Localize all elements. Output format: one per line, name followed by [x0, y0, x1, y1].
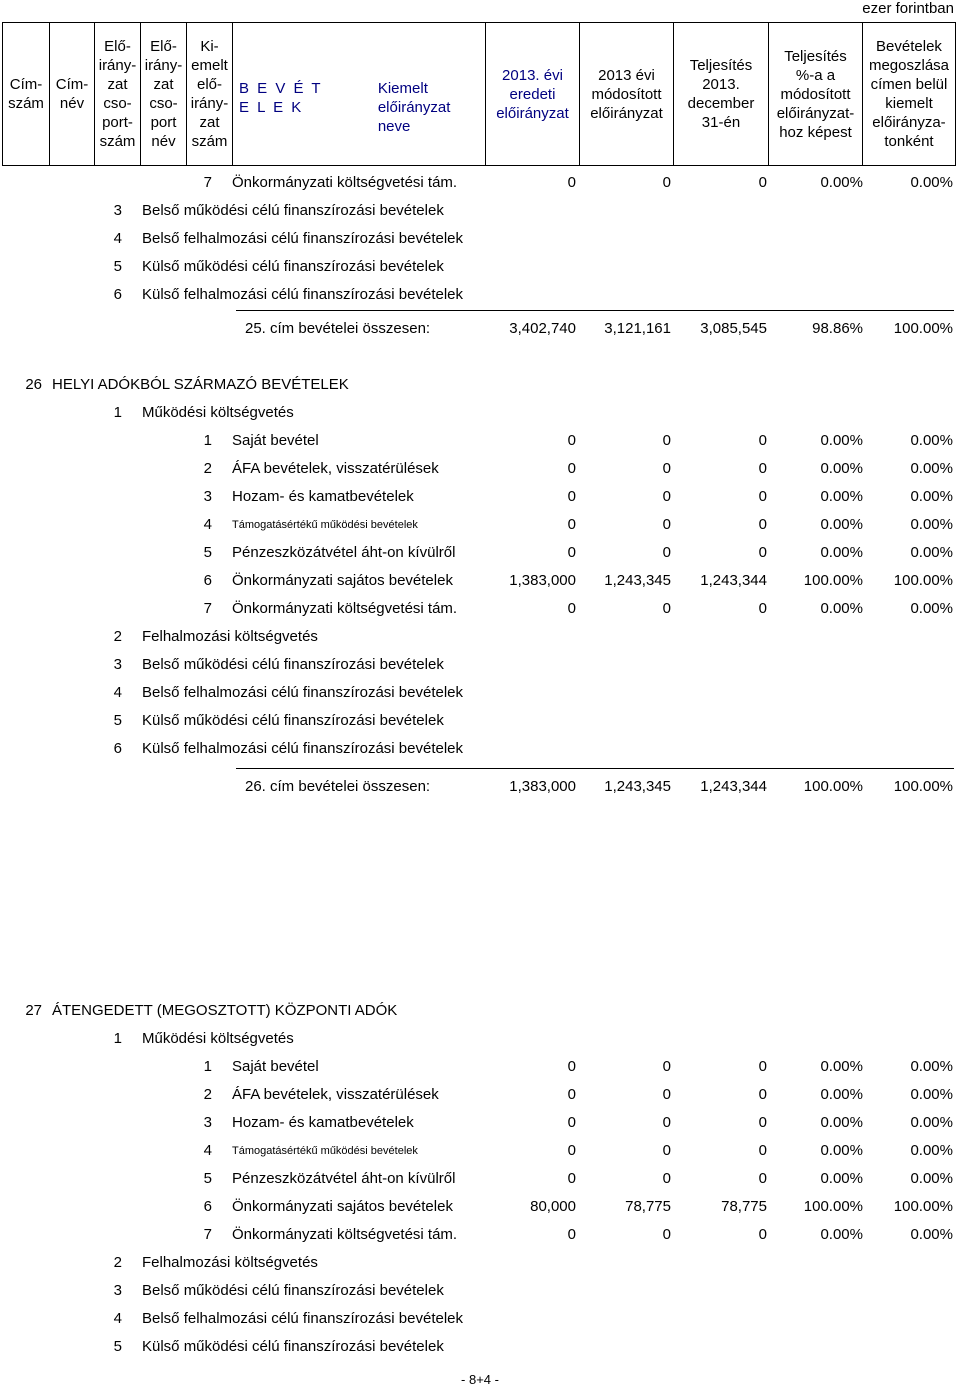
- table-row: [0, 542, 960, 564]
- row-label: Pénzeszközátvétel áht-on kívülről: [232, 544, 456, 561]
- table-row: [0, 682, 960, 704]
- value-megoszlas: 0.00%: [910, 516, 953, 533]
- row-number: 4: [113, 230, 122, 247]
- row-label: Belső működési célú finanszírozási bevételek: [142, 202, 444, 219]
- table-row: [0, 1308, 960, 1330]
- value-teljesites: 0: [758, 460, 767, 477]
- row-number: 4: [113, 1310, 122, 1327]
- row-label: Hozam- és kamatbevételek: [232, 1114, 414, 1131]
- row-number: 5: [113, 712, 122, 729]
- row-number: 6: [203, 572, 212, 589]
- total-label: 25. cím bevételei összesen:: [245, 320, 431, 337]
- table-row: [0, 1028, 960, 1050]
- row-number: 3: [113, 1282, 122, 1299]
- table-row: [0, 1112, 960, 1134]
- table-row: [0, 1084, 960, 1106]
- value-teljesites: 0: [758, 1170, 767, 1187]
- value-teljesites-szazalek: 0.00%: [820, 600, 863, 617]
- header-cim-nev: Cím- név: [49, 23, 94, 165]
- table-row: [0, 1252, 960, 1274]
- table-row: [0, 200, 960, 222]
- header-eloirany-csoport-szam: Elő- irány- zat cso- port- szám: [94, 23, 140, 165]
- total-row: [0, 318, 960, 340]
- section-row: [0, 374, 960, 396]
- value-teljesites: 0: [758, 1142, 767, 1159]
- value-megoszlas: 100.00%: [893, 778, 953, 795]
- row-number: 3: [113, 656, 122, 673]
- value-teljesites-szazalek: 0.00%: [820, 432, 863, 449]
- row-number: 6: [113, 740, 122, 757]
- row-label: Belső felhalmozási célú finanszírozási bevételek: [142, 684, 463, 701]
- row-label: Külső felhalmozási célú finanszírozási bevételek: [142, 286, 463, 303]
- header-bevetelek: [232, 23, 485, 165]
- header-bevetelek-subtitle: Kiemelt előirányzat neve: [377, 80, 451, 135]
- row-number: 1: [113, 1030, 122, 1047]
- table-row: [0, 458, 960, 480]
- value-eredeti: 0: [567, 600, 576, 617]
- row-number: 3: [203, 488, 212, 505]
- value-modositott: 1,243,345: [604, 572, 671, 589]
- value-eredeti: 1,383,000: [509, 572, 576, 589]
- value-megoszlas: 0.00%: [910, 432, 953, 449]
- row-label: Saját bevétel: [232, 432, 319, 449]
- table-row: [0, 284, 960, 306]
- value-teljesites: 3,085,545: [700, 320, 767, 337]
- row-label: ÁFA bevételek, visszatérülések: [232, 1086, 439, 1103]
- value-teljesites: 0: [758, 516, 767, 533]
- value-teljesites: 0: [758, 488, 767, 505]
- value-eredeti: 0: [567, 460, 576, 477]
- value-eredeti: 0: [567, 1226, 576, 1243]
- value-eredeti: 0: [567, 1142, 576, 1159]
- total-label: 26. cím bevételei összesen:: [245, 778, 431, 795]
- table-row: [0, 710, 960, 732]
- value-teljesites: 0: [758, 1114, 767, 1131]
- table-row: [0, 256, 960, 278]
- row-number: 2: [203, 460, 212, 477]
- row-number: 5: [113, 1338, 122, 1355]
- row-label: Pénzeszközátvétel áht-on kívülről: [232, 1170, 456, 1187]
- row-number: 27: [25, 1002, 42, 1019]
- value-teljesites: 0: [758, 544, 767, 561]
- value-teljesites-szazalek: 0.00%: [820, 1114, 863, 1131]
- row-number: 1: [203, 432, 212, 449]
- value-teljesites-szazalek: 0.00%: [820, 174, 863, 191]
- row-number: 6: [203, 1198, 212, 1215]
- value-eredeti: 1,383,000: [509, 778, 576, 795]
- row-label: Belső működési célú finanszírozási bevételek: [142, 1282, 444, 1299]
- row-label: Saját bevétel: [232, 1058, 319, 1075]
- value-teljesites-szazalek: 100.00%: [803, 778, 863, 795]
- value-modositott: 0: [662, 1226, 671, 1243]
- row-number: 2: [113, 628, 122, 645]
- value-eredeti: 0: [567, 1170, 576, 1187]
- value-teljesites-szazalek: 0.00%: [820, 1142, 863, 1159]
- row-label: Belső felhalmozási célú finanszírozási bevételek: [142, 1310, 463, 1327]
- value-megoszlas: 0.00%: [910, 488, 953, 505]
- row-number: 7: [203, 600, 212, 617]
- value-teljesites: 0: [758, 1086, 767, 1103]
- value-eredeti: 0: [567, 432, 576, 449]
- value-modositott: 3,121,161: [604, 320, 671, 337]
- value-teljesites: 1,243,344: [700, 778, 767, 795]
- value-megoszlas: 0.00%: [910, 600, 953, 617]
- value-modositott: 0: [662, 1142, 671, 1159]
- table-row: [0, 430, 960, 452]
- row-number: 1: [203, 1058, 212, 1075]
- row-number: 2: [113, 1254, 122, 1271]
- row-number: 7: [203, 174, 212, 191]
- table-row: [0, 1336, 960, 1358]
- value-eredeti: 80,000: [530, 1198, 576, 1215]
- header-megoszlas: Bevételek megoszlása címen belül kiemelt előirányza- tonként: [862, 23, 955, 165]
- row-number: 4: [203, 1142, 212, 1159]
- value-modositott: 0: [662, 1086, 671, 1103]
- row-number: 7: [203, 1226, 212, 1243]
- value-teljesites-szazalek: 0.00%: [820, 488, 863, 505]
- value-teljesites: 78,775: [721, 1198, 767, 1215]
- value-eredeti: 0: [567, 174, 576, 191]
- row-label: Önkormányzati költségvetési tám.: [232, 600, 458, 617]
- table-row: [0, 570, 960, 592]
- row-label: ÁTENGEDETT (MEGOSZTOTT) KÖZPONTI ADÓK: [52, 1002, 398, 1019]
- total-row: [0, 776, 960, 798]
- table-row: [0, 738, 960, 760]
- row-label: Önkormányzati költségvetési tám.: [232, 1226, 458, 1243]
- value-modositott: 0: [662, 174, 671, 191]
- value-teljesites-szazalek: 100.00%: [803, 572, 863, 589]
- header-teljesites-szazalek: Teljesítés %-a a módosított előirányzat- hoz képest: [768, 23, 862, 165]
- table-row: [0, 626, 960, 648]
- value-teljesites: 0: [758, 600, 767, 617]
- table-row: [0, 598, 960, 620]
- value-megoszlas: 0.00%: [910, 174, 953, 191]
- row-number: 5: [113, 258, 122, 275]
- value-eredeti: 3,402,740: [509, 320, 576, 337]
- table-row: [0, 402, 960, 424]
- value-teljesites: 0: [758, 432, 767, 449]
- value-megoszlas: 100.00%: [893, 572, 953, 589]
- value-teljesites-szazalek: 0.00%: [820, 1170, 863, 1187]
- value-teljesites: 0: [758, 174, 767, 191]
- value-modositott: 1,243,345: [604, 778, 671, 795]
- value-eredeti: 0: [567, 544, 576, 561]
- row-number: 4: [113, 684, 122, 701]
- row-number: 3: [113, 202, 122, 219]
- value-teljesites-szazalek: 0.00%: [820, 544, 863, 561]
- total-divider: [236, 768, 954, 769]
- table-row: [0, 514, 960, 536]
- table-row: [0, 228, 960, 250]
- value-eredeti: 0: [567, 1058, 576, 1075]
- row-number: 2: [203, 1086, 212, 1103]
- value-megoszlas: 0.00%: [910, 1170, 953, 1187]
- value-modositott: 0: [662, 1114, 671, 1131]
- row-label: Külső felhalmozási célú finanszírozási bevételek: [142, 740, 463, 757]
- row-label: Felhalmozási költségvetés: [142, 1254, 318, 1271]
- value-megoszlas: 0.00%: [910, 1226, 953, 1243]
- value-eredeti: 0: [567, 1086, 576, 1103]
- table-row: [0, 486, 960, 508]
- row-number: 6: [113, 286, 122, 303]
- value-teljesites-szazalek: 98.86%: [812, 320, 863, 337]
- section-row: [0, 1000, 960, 1022]
- value-teljesites: 1,243,344: [700, 572, 767, 589]
- row-number: 26: [25, 376, 42, 393]
- row-number: 3: [203, 1114, 212, 1131]
- value-modositott: 0: [662, 488, 671, 505]
- row-number: 4: [203, 516, 212, 533]
- row-label: Külső működési célú finanszírozási bevételek: [142, 258, 444, 275]
- value-modositott: 0: [662, 1058, 671, 1075]
- value-eredeti: 0: [567, 516, 576, 533]
- table-row: [0, 1140, 960, 1162]
- value-teljesites-szazalek: 0.00%: [820, 516, 863, 533]
- row-number: 5: [203, 544, 212, 561]
- row-number: 1: [113, 404, 122, 421]
- row-label: Belső felhalmozási célú finanszírozási bevételek: [142, 230, 463, 247]
- row-label: HELYI ADÓKBÓL SZÁRMAZÓ BEVÉTELEK: [52, 376, 349, 393]
- value-eredeti: 0: [567, 1114, 576, 1131]
- value-megoszlas: 0.00%: [910, 460, 953, 477]
- value-modositott: 0: [662, 432, 671, 449]
- value-teljesites-szazalek: 100.00%: [803, 1198, 863, 1215]
- header-cim-szam: Cím- szám: [8, 76, 44, 112]
- row-label: Felhalmozási költségvetés: [142, 628, 318, 645]
- header-eloirany-csoport-nev: Elő- irány- zat cso- port név: [140, 23, 186, 165]
- row-label: Támogatásértékű működési bevételek: [232, 1145, 418, 1157]
- value-modositott: 0: [662, 544, 671, 561]
- value-teljesites: 0: [758, 1226, 767, 1243]
- header-modositott-eloiranyzat: 2013 évi módosított előirányzat: [579, 23, 673, 165]
- table-row: [0, 1196, 960, 1218]
- row-label: Önkormányzati sajátos bevételek: [232, 572, 453, 589]
- unit-label: ezer forintban: [862, 0, 954, 17]
- header-eredeti-eloiranyzat: 2013. évi eredeti előirányzat: [485, 23, 579, 165]
- value-megoszlas: 0.00%: [910, 1142, 953, 1159]
- row-label: Önkormányzati sajátos bevételek: [232, 1198, 453, 1215]
- table-row: [0, 1056, 960, 1078]
- value-teljesites-szazalek: 0.00%: [820, 1226, 863, 1243]
- header-teljesites: Teljesítés 2013. december 31-én: [673, 23, 768, 165]
- value-teljesites-szazalek: 0.00%: [820, 460, 863, 477]
- row-label: Hozam- és kamatbevételek: [232, 488, 414, 505]
- value-megoszlas: 100.00%: [893, 1198, 953, 1215]
- value-eredeti: 0: [567, 488, 576, 505]
- row-label: Külső működési célú finanszírozási bevételek: [142, 712, 444, 729]
- value-megoszlas: 0.00%: [910, 544, 953, 561]
- table-row: [0, 1224, 960, 1246]
- total-divider: [236, 310, 954, 311]
- value-modositott: 0: [662, 460, 671, 477]
- row-number: 5: [203, 1170, 212, 1187]
- header-kiemelt-szam: Ki- emelt elő- irány- zat szám: [186, 23, 232, 165]
- value-teljesites-szazalek: 0.00%: [820, 1086, 863, 1103]
- value-megoszlas: 0.00%: [910, 1086, 953, 1103]
- row-label: Működési költségvetés: [142, 1030, 294, 1047]
- row-label: Belső működési célú finanszírozási bevételek: [142, 656, 444, 673]
- table-row: [0, 1280, 960, 1302]
- table-row: [0, 1168, 960, 1190]
- table-header: [2, 22, 956, 166]
- row-label: Külső működési célú finanszírozási bevételek: [142, 1338, 444, 1355]
- value-megoszlas: 100.00%: [893, 320, 953, 337]
- row-label: ÁFA bevételek, visszatérülések: [232, 460, 439, 477]
- value-teljesites: 0: [758, 1058, 767, 1075]
- value-megoszlas: 0.00%: [910, 1114, 953, 1131]
- value-megoszlas: 0.00%: [910, 1058, 953, 1075]
- table-row: [0, 172, 960, 194]
- row-label: Támogatásértékű működési bevételek: [232, 519, 418, 531]
- value-teljesites-szazalek: 0.00%: [820, 1058, 863, 1075]
- value-modositott: 78,775: [625, 1198, 671, 1215]
- page-number: - 8+4 -: [461, 1372, 499, 1387]
- row-label: Önkormányzati költségvetési tám.: [232, 174, 458, 191]
- value-modositott: 0: [662, 1170, 671, 1187]
- table-row: [0, 654, 960, 676]
- value-modositott: 0: [662, 600, 671, 617]
- value-modositott: 0: [662, 516, 671, 533]
- header-bevetelek-title: B E V É T E L E K: [239, 80, 323, 116]
- row-label: Működési költségvetés: [142, 404, 294, 421]
